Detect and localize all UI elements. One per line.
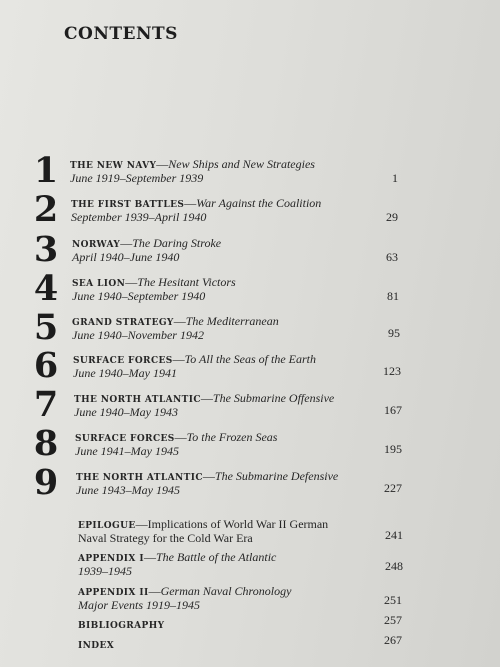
chapter-subtitle: The Mediterranean: [185, 314, 279, 328]
epilogue-page-number: 241: [385, 528, 403, 542]
chapter-head: THE FIRST BATTLES: [71, 200, 185, 210]
chapter-entry-4: [0, 268, 500, 313]
chapter-title: SURFACE FORCES—To All the Seas of the Earth: [73, 352, 317, 366]
epilogue-subtitle: Implications of World War II German: [147, 517, 329, 531]
index-title: [78, 637, 114, 653]
index-page-number: 267: [384, 633, 402, 647]
chapter-subtitle: The Hesitant Victors: [137, 275, 236, 289]
chapter-page-number: 29: [386, 210, 398, 224]
chapter-page-number: 1: [392, 171, 398, 185]
chapter-head: THE NORTH ATLANTIC: [76, 473, 203, 483]
index-entry: [0, 633, 500, 655]
chapter-dates: June 1943–May 1945: [76, 483, 180, 497]
chapter-entry-2: [0, 189, 500, 234]
chapter-number: 2: [33, 189, 59, 230]
chapter-number: 4: [33, 268, 59, 309]
chapter-number: 7: [33, 384, 59, 425]
chapter-number: 3: [33, 229, 59, 270]
chapter-entry-7: [0, 384, 500, 429]
chapter-page-number: 63: [386, 250, 398, 264]
chapter-entry-5: [0, 307, 500, 352]
chapter-head: SURFACE FORCES: [75, 434, 175, 444]
appendix-2-page-number: 251: [384, 593, 402, 607]
appendix-1-page-number: 248: [385, 559, 403, 573]
chapter-page-number: 81: [387, 289, 399, 303]
chapter-number: 9: [33, 462, 59, 503]
appendix-2-line2: Major Events 1919–1945: [78, 598, 200, 612]
chapter-dates: September 1939–April 1940: [71, 210, 207, 224]
chapter-dates: June 1940–November 1942: [72, 328, 204, 342]
chapter-page-number: 167: [384, 403, 402, 417]
epilogue-head: EPILOGUE: [78, 521, 136, 531]
chapter-number: 8: [33, 423, 59, 464]
epilogue-line2: Naval Strategy for the Cold War Era: [78, 531, 253, 545]
chapter-subtitle: To All the Seas of the Earth: [184, 352, 317, 366]
chapter-subtitle: The Daring Stroke: [132, 236, 222, 250]
appendix-1-head: APPENDIX I: [78, 554, 144, 564]
chapter-title: SEA LION—The Hesitant Victors: [72, 275, 236, 289]
chapter-title: NORWAY—The Daring Stroke: [72, 236, 222, 250]
chapter-title: SURFACE FORCES—To the Frozen Seas: [75, 430, 278, 444]
chapter-subtitle: The Submarine Offensive: [212, 391, 335, 405]
chapter-dates: June 1919–September 1939: [70, 171, 204, 185]
appendix-1-entry: [0, 550, 500, 588]
chapter-dates: June 1941–May 1945: [75, 444, 179, 458]
chapter-title: THE NORTH ATLANTIC—The Submarine Offensive: [74, 391, 335, 405]
chapter-head: THE NORTH ATLANTIC: [74, 395, 201, 405]
chapter-page-number: 123: [383, 364, 401, 378]
chapter-number: 1: [33, 150, 59, 191]
chapter-subtitle: War Against the Coalition: [196, 196, 322, 210]
chapter-entry-1: [0, 150, 500, 195]
chapter-dates: April 1940–June 1940: [72, 250, 180, 264]
bibliography-head: BIBLIOGRAPHY: [78, 621, 165, 631]
chapter-head: SEA LION: [72, 279, 126, 289]
chapter-page-number: 227: [384, 481, 402, 495]
chapter-number: 6: [33, 345, 59, 386]
page-title: CONTENTS: [64, 24, 178, 44]
chapter-subtitle: To the Frozen Seas: [186, 430, 278, 444]
chapter-entry-6: [0, 345, 500, 390]
chapter-entry-3: [0, 229, 500, 274]
epilogue-title: EPILOGUE—Implications of World War II German: [78, 517, 329, 531]
chapter-dates: June 1940–May 1941: [73, 366, 177, 380]
chapter-subtitle: The Submarine Defensive: [214, 469, 339, 483]
chapter-head: THE NEW NAVY: [70, 161, 157, 171]
bibliography-entry: [0, 613, 500, 635]
chapter-dates: June 1940–May 1943: [74, 405, 178, 419]
chapter-title: THE FIRST BATTLES—War Against the Coalition: [71, 196, 322, 210]
chapter-title: THE NEW NAVY—New Ships and New Strategies: [70, 157, 315, 171]
appendix-2-title: APPENDIX II—German Naval Chronology: [78, 584, 292, 598]
chapter-page-number: 195: [384, 442, 402, 456]
chapter-subtitle: New Ships and New Strategies: [168, 157, 315, 171]
chapter-page-number: 95: [388, 326, 400, 340]
chapter-title: THE NORTH ATLANTIC—The Submarine Defensive: [76, 469, 339, 483]
chapter-head: SURFACE FORCES: [73, 356, 173, 366]
appendix-1-subtitle: The Battle of the Atlantic: [155, 550, 277, 564]
chapter-head: NORWAY: [72, 240, 121, 250]
appendix-2-head: APPENDIX II: [78, 588, 149, 598]
index-head: INDEX: [78, 641, 115, 651]
chapter-head: GRAND STRATEGY: [72, 318, 174, 328]
appendix-1-line2: 1939–1945: [78, 564, 132, 578]
bibliography-title: [78, 617, 164, 633]
appendix-2-subtitle: German Naval Chronology: [160, 584, 292, 598]
chapter-number: 5: [33, 307, 59, 348]
chapter-entry-8: [0, 423, 500, 468]
chapter-title: GRAND STRATEGY—The Mediterranean: [72, 314, 279, 328]
chapter-dates: June 1940–September 1940: [72, 289, 206, 303]
bibliography-page-number: 257: [384, 613, 402, 627]
chapter-entry-9: [0, 462, 500, 507]
appendix-1-title: APPENDIX I—The Battle of the Atlantic: [78, 550, 277, 564]
